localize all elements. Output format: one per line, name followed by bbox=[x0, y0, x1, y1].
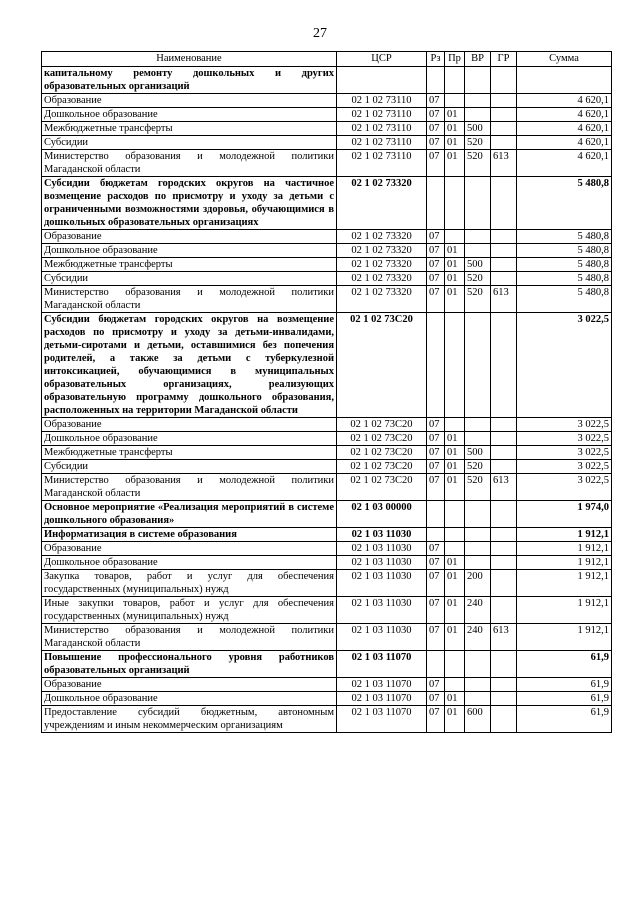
row-rz: 07 bbox=[427, 150, 445, 177]
row-sum: 1 912,1 bbox=[517, 528, 612, 542]
row-pr: 01 bbox=[445, 272, 465, 286]
table-row bbox=[42, 150, 612, 177]
row-rz: 07 bbox=[427, 460, 445, 474]
row-sum: 61,9 bbox=[517, 692, 612, 706]
table-row bbox=[42, 460, 612, 474]
row-rz: 07 bbox=[427, 624, 445, 651]
row-pr: 01 bbox=[445, 258, 465, 272]
row-sum: 5 480,8 bbox=[517, 177, 612, 230]
row-gr bbox=[491, 94, 517, 108]
table-row bbox=[42, 446, 612, 460]
row-vr bbox=[465, 94, 491, 108]
table-row bbox=[42, 108, 612, 122]
row-sum: 5 480,8 bbox=[517, 272, 612, 286]
row-rz: 07 bbox=[427, 258, 445, 272]
row-name: Образование bbox=[42, 94, 337, 108]
row-csr: 02 1 02 73110 bbox=[337, 108, 427, 122]
row-sum: 1 974,0 bbox=[517, 501, 612, 528]
row-vr: 500 bbox=[465, 122, 491, 136]
row-csr: 02 1 02 73110 bbox=[337, 136, 427, 150]
row-pr bbox=[445, 177, 465, 230]
row-csr: 02 1 02 73320 bbox=[337, 244, 427, 258]
table-row bbox=[42, 230, 612, 244]
row-name: Министерство образования и молодежной политики Магаданской области bbox=[42, 474, 337, 501]
table-header-row bbox=[42, 52, 612, 67]
row-pr: 01 bbox=[445, 136, 465, 150]
row-csr: 02 1 02 73320 bbox=[337, 272, 427, 286]
row-gr bbox=[491, 570, 517, 597]
row-gr bbox=[491, 67, 517, 94]
table-row bbox=[42, 418, 612, 432]
row-rz: 07 bbox=[427, 474, 445, 501]
row-name: Межбюджетные трансферты bbox=[42, 122, 337, 136]
table-row bbox=[42, 67, 612, 94]
row-name: Основное мероприятие «Реализация мероприятий в системе дошкольного образования» bbox=[42, 501, 337, 528]
row-csr: 02 1 03 11070 bbox=[337, 692, 427, 706]
row-rz bbox=[427, 313, 445, 418]
row-csr bbox=[337, 67, 427, 94]
row-sum: 5 480,8 bbox=[517, 258, 612, 272]
row-vr bbox=[465, 678, 491, 692]
row-gr bbox=[491, 244, 517, 258]
row-csr: 02 1 02 73320 bbox=[337, 177, 427, 230]
row-vr: 500 bbox=[465, 446, 491, 460]
row-gr bbox=[491, 272, 517, 286]
row-rz: 07 bbox=[427, 418, 445, 432]
row-name: Образование bbox=[42, 230, 337, 244]
table-row bbox=[42, 122, 612, 136]
row-sum: 3 022,5 bbox=[517, 313, 612, 418]
row-name: капитальному ремонту дошкольных и других образовательных организаций bbox=[42, 67, 337, 94]
row-name: Дошкольное образование bbox=[42, 692, 337, 706]
table-row bbox=[42, 313, 612, 418]
row-csr: 02 1 02 73320 bbox=[337, 286, 427, 313]
row-vr bbox=[465, 230, 491, 244]
row-name: Образование bbox=[42, 678, 337, 692]
row-vr bbox=[465, 177, 491, 230]
row-gr bbox=[491, 706, 517, 733]
row-sum: 1 912,1 bbox=[517, 570, 612, 597]
row-rz bbox=[427, 528, 445, 542]
header-csr: ЦСР bbox=[337, 52, 427, 67]
row-gr bbox=[491, 692, 517, 706]
row-vr bbox=[465, 651, 491, 678]
row-vr bbox=[465, 313, 491, 418]
row-pr: 01 bbox=[445, 460, 465, 474]
row-gr bbox=[491, 230, 517, 244]
row-pr bbox=[445, 542, 465, 556]
row-csr: 02 1 03 11030 bbox=[337, 597, 427, 624]
row-rz: 07 bbox=[427, 597, 445, 624]
row-gr bbox=[491, 597, 517, 624]
row-gr bbox=[491, 651, 517, 678]
table-row bbox=[42, 432, 612, 446]
row-sum: 5 480,8 bbox=[517, 230, 612, 244]
row-sum: 1 912,1 bbox=[517, 624, 612, 651]
row-name: Иные закупки товаров, работ и услуг для обеспечения государственных (муниципальных) нужд bbox=[42, 597, 337, 624]
table-row bbox=[42, 528, 612, 542]
row-rz: 07 bbox=[427, 432, 445, 446]
row-sum: 4 620,1 bbox=[517, 136, 612, 150]
row-csr: 02 1 03 11070 bbox=[337, 706, 427, 733]
row-csr: 02 1 02 73320 bbox=[337, 230, 427, 244]
table-row bbox=[42, 678, 612, 692]
row-gr: 613 bbox=[491, 286, 517, 313]
row-csr: 02 1 03 00000 bbox=[337, 501, 427, 528]
row-gr: 613 bbox=[491, 150, 517, 177]
row-vr bbox=[465, 692, 491, 706]
row-pr bbox=[445, 418, 465, 432]
row-gr bbox=[491, 313, 517, 418]
row-csr: 02 1 02 73С20 bbox=[337, 313, 427, 418]
row-rz: 07 bbox=[427, 692, 445, 706]
row-pr: 01 bbox=[445, 706, 465, 733]
row-rz: 07 bbox=[427, 706, 445, 733]
row-rz: 07 bbox=[427, 446, 445, 460]
row-sum: 3 022,5 bbox=[517, 460, 612, 474]
row-pr: 01 bbox=[445, 150, 465, 177]
row-gr: 613 bbox=[491, 474, 517, 501]
row-sum: 4 620,1 bbox=[517, 108, 612, 122]
table-row bbox=[42, 542, 612, 556]
row-pr bbox=[445, 501, 465, 528]
row-pr: 01 bbox=[445, 108, 465, 122]
row-sum: 4 620,1 bbox=[517, 122, 612, 136]
row-vr: 520 bbox=[465, 474, 491, 501]
row-name: Субсидии bbox=[42, 460, 337, 474]
row-pr: 01 bbox=[445, 597, 465, 624]
row-csr: 02 1 03 11070 bbox=[337, 678, 427, 692]
row-vr: 520 bbox=[465, 460, 491, 474]
row-name: Министерство образования и молодежной политики Магаданской области bbox=[42, 286, 337, 313]
row-name: Субсидии бюджетам городских округов на возмещение расходов по присмотру и уходу за детьми-инвалидами, детьми-сиротами и детьми, оставшимися без попечения родителей, а также за детьми с туберкулезной интоксикацией, обучающимися в муниципальных образовательных организациях, реализующих образовательную программу дошкольного образования, расположенных на территории Магаданской области bbox=[42, 313, 337, 418]
row-csr: 02 1 03 11030 bbox=[337, 570, 427, 597]
row-vr bbox=[465, 244, 491, 258]
row-name: Межбюджетные трансферты bbox=[42, 446, 337, 460]
row-pr: 01 bbox=[445, 244, 465, 258]
row-rz: 07 bbox=[427, 94, 445, 108]
table-row bbox=[42, 501, 612, 528]
row-pr: 01 bbox=[445, 474, 465, 501]
row-pr bbox=[445, 313, 465, 418]
table-row bbox=[42, 706, 612, 733]
row-name: Образование bbox=[42, 418, 337, 432]
row-vr: 600 bbox=[465, 706, 491, 733]
row-rz: 07 bbox=[427, 570, 445, 597]
row-sum: 1 912,1 bbox=[517, 542, 612, 556]
row-pr: 01 bbox=[445, 556, 465, 570]
row-csr: 02 1 02 73110 bbox=[337, 94, 427, 108]
row-gr bbox=[491, 136, 517, 150]
row-name: Субсидии бюджетам городских округов на частичное возмещение расходов по присмотру и уходу за детьми с ограниченными возможностями здоровья, обучающимися в дошкольных образовательных организациях bbox=[42, 177, 337, 230]
row-name: Повышение профессионального уровня работников образовательных организаций bbox=[42, 651, 337, 678]
row-rz: 07 bbox=[427, 108, 445, 122]
table-row bbox=[42, 570, 612, 597]
row-sum: 3 022,5 bbox=[517, 432, 612, 446]
table-body bbox=[42, 67, 612, 733]
row-csr: 02 1 02 73320 bbox=[337, 258, 427, 272]
row-pr: 01 bbox=[445, 624, 465, 651]
header-rz: Рз bbox=[427, 52, 445, 67]
row-vr bbox=[465, 432, 491, 446]
row-gr bbox=[491, 108, 517, 122]
row-vr: 520 bbox=[465, 150, 491, 177]
row-gr bbox=[491, 177, 517, 230]
header-gr: ГР bbox=[491, 52, 517, 67]
row-csr: 02 1 03 11070 bbox=[337, 651, 427, 678]
row-sum bbox=[517, 67, 612, 94]
table-row bbox=[42, 624, 612, 651]
row-rz: 07 bbox=[427, 286, 445, 313]
table-row bbox=[42, 177, 612, 230]
row-name: Межбюджетные трансферты bbox=[42, 258, 337, 272]
table-row bbox=[42, 692, 612, 706]
row-rz: 07 bbox=[427, 272, 445, 286]
row-vr bbox=[465, 556, 491, 570]
row-pr bbox=[445, 678, 465, 692]
row-vr bbox=[465, 418, 491, 432]
row-pr: 01 bbox=[445, 432, 465, 446]
table-row bbox=[42, 272, 612, 286]
row-sum: 5 480,8 bbox=[517, 244, 612, 258]
header-sum: Сумма bbox=[517, 52, 612, 67]
row-rz bbox=[427, 67, 445, 94]
row-pr bbox=[445, 67, 465, 94]
row-vr: 520 bbox=[465, 272, 491, 286]
budget-table bbox=[41, 51, 612, 733]
row-rz: 07 bbox=[427, 556, 445, 570]
page-number: 27 bbox=[313, 26, 327, 41]
row-rz: 07 bbox=[427, 122, 445, 136]
row-vr bbox=[465, 501, 491, 528]
row-sum: 1 912,1 bbox=[517, 556, 612, 570]
row-gr: 613 bbox=[491, 624, 517, 651]
row-pr: 01 bbox=[445, 286, 465, 313]
row-rz bbox=[427, 501, 445, 528]
row-sum: 3 022,5 bbox=[517, 474, 612, 501]
row-gr bbox=[491, 418, 517, 432]
row-pr bbox=[445, 651, 465, 678]
row-gr bbox=[491, 542, 517, 556]
header-vr: ВР bbox=[465, 52, 491, 67]
row-rz: 07 bbox=[427, 244, 445, 258]
row-name: Субсидии bbox=[42, 136, 337, 150]
row-rz bbox=[427, 651, 445, 678]
row-csr: 02 1 03 11030 bbox=[337, 624, 427, 651]
row-sum: 3 022,5 bbox=[517, 446, 612, 460]
row-vr: 200 bbox=[465, 570, 491, 597]
row-csr: 02 1 02 73С20 bbox=[337, 474, 427, 501]
table-row bbox=[42, 474, 612, 501]
header-pr: Пр bbox=[445, 52, 465, 67]
table-row bbox=[42, 651, 612, 678]
row-csr: 02 1 02 73110 bbox=[337, 150, 427, 177]
row-name: Дошкольное образование bbox=[42, 244, 337, 258]
row-pr bbox=[445, 230, 465, 244]
table-row bbox=[42, 556, 612, 570]
row-vr bbox=[465, 108, 491, 122]
row-name: Министерство образования и молодежной политики Магаданской области bbox=[42, 150, 337, 177]
row-pr bbox=[445, 528, 465, 542]
row-sum: 4 620,1 bbox=[517, 150, 612, 177]
row-vr: 520 bbox=[465, 286, 491, 313]
row-gr bbox=[491, 122, 517, 136]
row-sum: 61,9 bbox=[517, 651, 612, 678]
row-csr: 02 1 03 11030 bbox=[337, 542, 427, 556]
row-rz: 07 bbox=[427, 542, 445, 556]
row-vr: 240 bbox=[465, 597, 491, 624]
table-row bbox=[42, 244, 612, 258]
row-name: Министерство образования и молодежной политики Магаданской области bbox=[42, 624, 337, 651]
row-sum: 3 022,5 bbox=[517, 418, 612, 432]
table-row bbox=[42, 258, 612, 272]
row-vr bbox=[465, 542, 491, 556]
row-rz: 07 bbox=[427, 678, 445, 692]
row-pr: 01 bbox=[445, 122, 465, 136]
table-row bbox=[42, 136, 612, 150]
row-name: Закупка товаров, работ и услуг для обеспечения государственных (муниципальных) нужд bbox=[42, 570, 337, 597]
row-gr bbox=[491, 432, 517, 446]
row-pr: 01 bbox=[445, 570, 465, 597]
row-pr bbox=[445, 94, 465, 108]
row-vr: 520 bbox=[465, 136, 491, 150]
row-gr bbox=[491, 258, 517, 272]
row-name: Субсидии bbox=[42, 272, 337, 286]
row-pr: 01 bbox=[445, 692, 465, 706]
row-name: Дошкольное образование bbox=[42, 556, 337, 570]
row-gr bbox=[491, 460, 517, 474]
row-name: Дошкольное образование bbox=[42, 108, 337, 122]
table-row bbox=[42, 597, 612, 624]
row-vr bbox=[465, 528, 491, 542]
row-csr: 02 1 02 73С20 bbox=[337, 460, 427, 474]
table-row bbox=[42, 286, 612, 313]
row-gr bbox=[491, 501, 517, 528]
row-sum: 1 912,1 bbox=[517, 597, 612, 624]
row-name: Информатизация в системе образования bbox=[42, 528, 337, 542]
row-vr: 500 bbox=[465, 258, 491, 272]
row-name: Образование bbox=[42, 542, 337, 556]
row-sum: 61,9 bbox=[517, 678, 612, 692]
row-rz: 07 bbox=[427, 230, 445, 244]
row-csr: 02 1 03 11030 bbox=[337, 556, 427, 570]
row-gr bbox=[491, 528, 517, 542]
row-vr: 240 bbox=[465, 624, 491, 651]
row-rz bbox=[427, 177, 445, 230]
row-gr bbox=[491, 678, 517, 692]
row-gr bbox=[491, 446, 517, 460]
row-name: Дошкольное образование bbox=[42, 432, 337, 446]
row-sum: 5 480,8 bbox=[517, 286, 612, 313]
row-name: Предоставление субсидий бюджетным, автономным учреждениям и иным некоммерческим организациям bbox=[42, 706, 337, 733]
row-csr: 02 1 02 73С20 bbox=[337, 418, 427, 432]
row-pr: 01 bbox=[445, 446, 465, 460]
row-csr: 02 1 02 73110 bbox=[337, 122, 427, 136]
row-rz: 07 bbox=[427, 136, 445, 150]
row-csr: 02 1 02 73С20 bbox=[337, 432, 427, 446]
row-gr bbox=[491, 556, 517, 570]
table-row bbox=[42, 94, 612, 108]
row-csr: 02 1 03 11030 bbox=[337, 528, 427, 542]
row-sum: 61,9 bbox=[517, 706, 612, 733]
header-name: Наименование bbox=[42, 52, 337, 67]
row-sum: 4 620,1 bbox=[517, 94, 612, 108]
row-csr: 02 1 02 73С20 bbox=[337, 446, 427, 460]
row-vr bbox=[465, 67, 491, 94]
